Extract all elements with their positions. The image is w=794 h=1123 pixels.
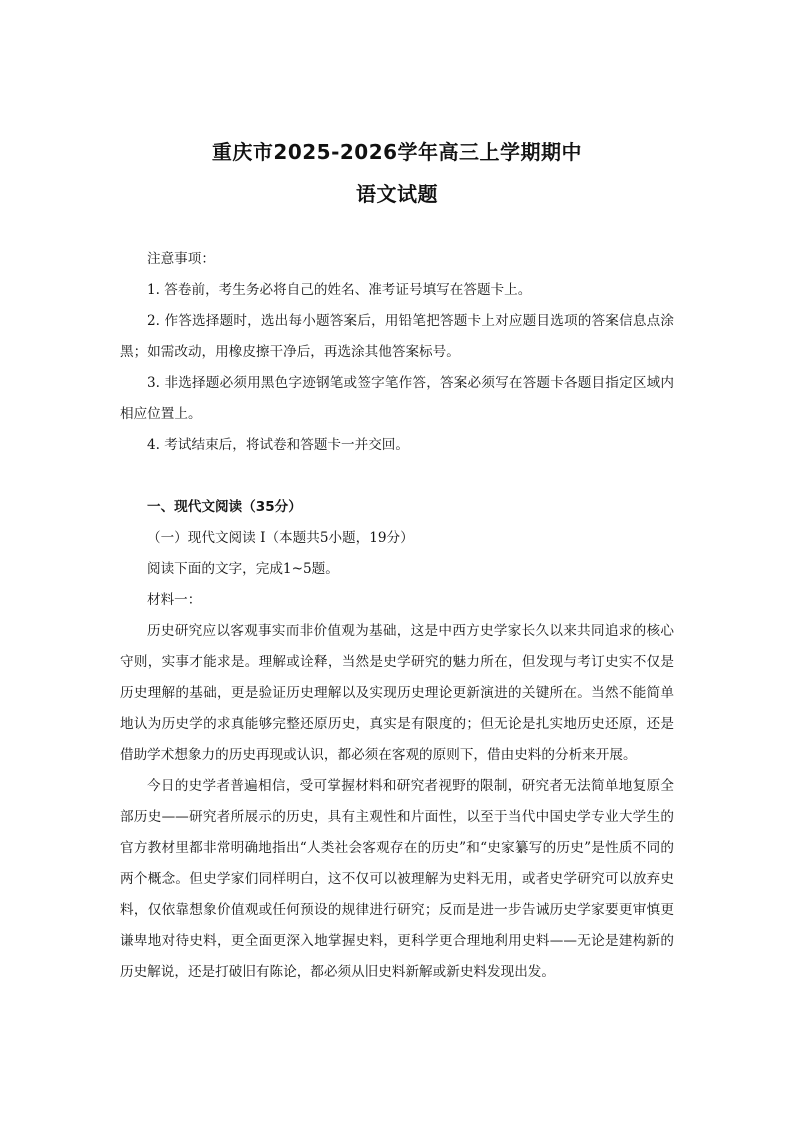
material-paragraph: 今日的史学者普遍相信，受可掌握材料和研究者视野的限制，研究者无法简单地复原全部历史——研究者所展示的历史，具有主观性和片面性，以至于当代中国史学专业大学生的官方教材里都非常明确地指出“人类社会客观存在的历史”和“史家纂写的历史”是性质不同的两个概念。但史学家们同样明白，这不仅可以被理解为史料无用，或者史学研究可以放弃史料，仅依靠想象价值观或任何预设的规律进行研究；反而是进一步告诫历史学家要更审慎更谦卑地对待史料，更全面更深入地掌握史料，更科学更合理地利用史料——无论是建构新的历史解说，还是打破旧有陈论，都必须从旧史料新解或新史料发现出发。 (120, 778, 674, 980)
material-label: 材料一： (147, 592, 202, 608)
reading-instruction: 阅读下面的文字，完成1~5题。 (147, 561, 339, 577)
notice-item: 3. 非选择题必须用黑色字迹钢笔或签字笔作答，答案必须写在答题卡各题目指定区域内相应位置上。 (120, 375, 674, 422)
material-paragraph: 历史研究应以客观事实而非价值观为基础，这是中西方史学家长久以来共同追求的核心守则，实事才能求是。理解或诠释，当然是史学研究的魅力所在，但发现与考订史实不仅是历史理解的基础，更是验证历史理解以及实现历史理论更新演进的关键所在。当然不能简单地认为历史学的求真能够完整还原历史，真实是有限度的；但无论是扎实地历史还原，还是借助学术想象力的历史再现或认识，都必须在客观的原则下，借由史料的分析来开展。 (120, 623, 674, 763)
notice-item: 1. 答卷前，考生务必将自己的姓名、准考证号填写在答题卡上。 (147, 282, 532, 298)
notice-item: 2. 作答选择题时，选出每小题答案后，用铅笔把答题卡上对应题目选项的答案信息点涂黑；如需改动，用橡皮擦干净后，再选涂其他答案标号。 (120, 313, 674, 360)
subsection-heading: （一）现代文阅读 I（本题共5小题，19分） (147, 530, 414, 546)
exam-subtitle: 语文试题 (356, 182, 438, 206)
notice-heading: 注意事项： (147, 251, 215, 267)
exam-title: 重庆市2025-2026学年高三上学期期中 (211, 140, 583, 164)
section-heading: 一、现代文阅读（35分） (147, 499, 302, 515)
notice-item: 4. 考试结束后，将试卷和答题卡一并交回。 (147, 437, 409, 453)
